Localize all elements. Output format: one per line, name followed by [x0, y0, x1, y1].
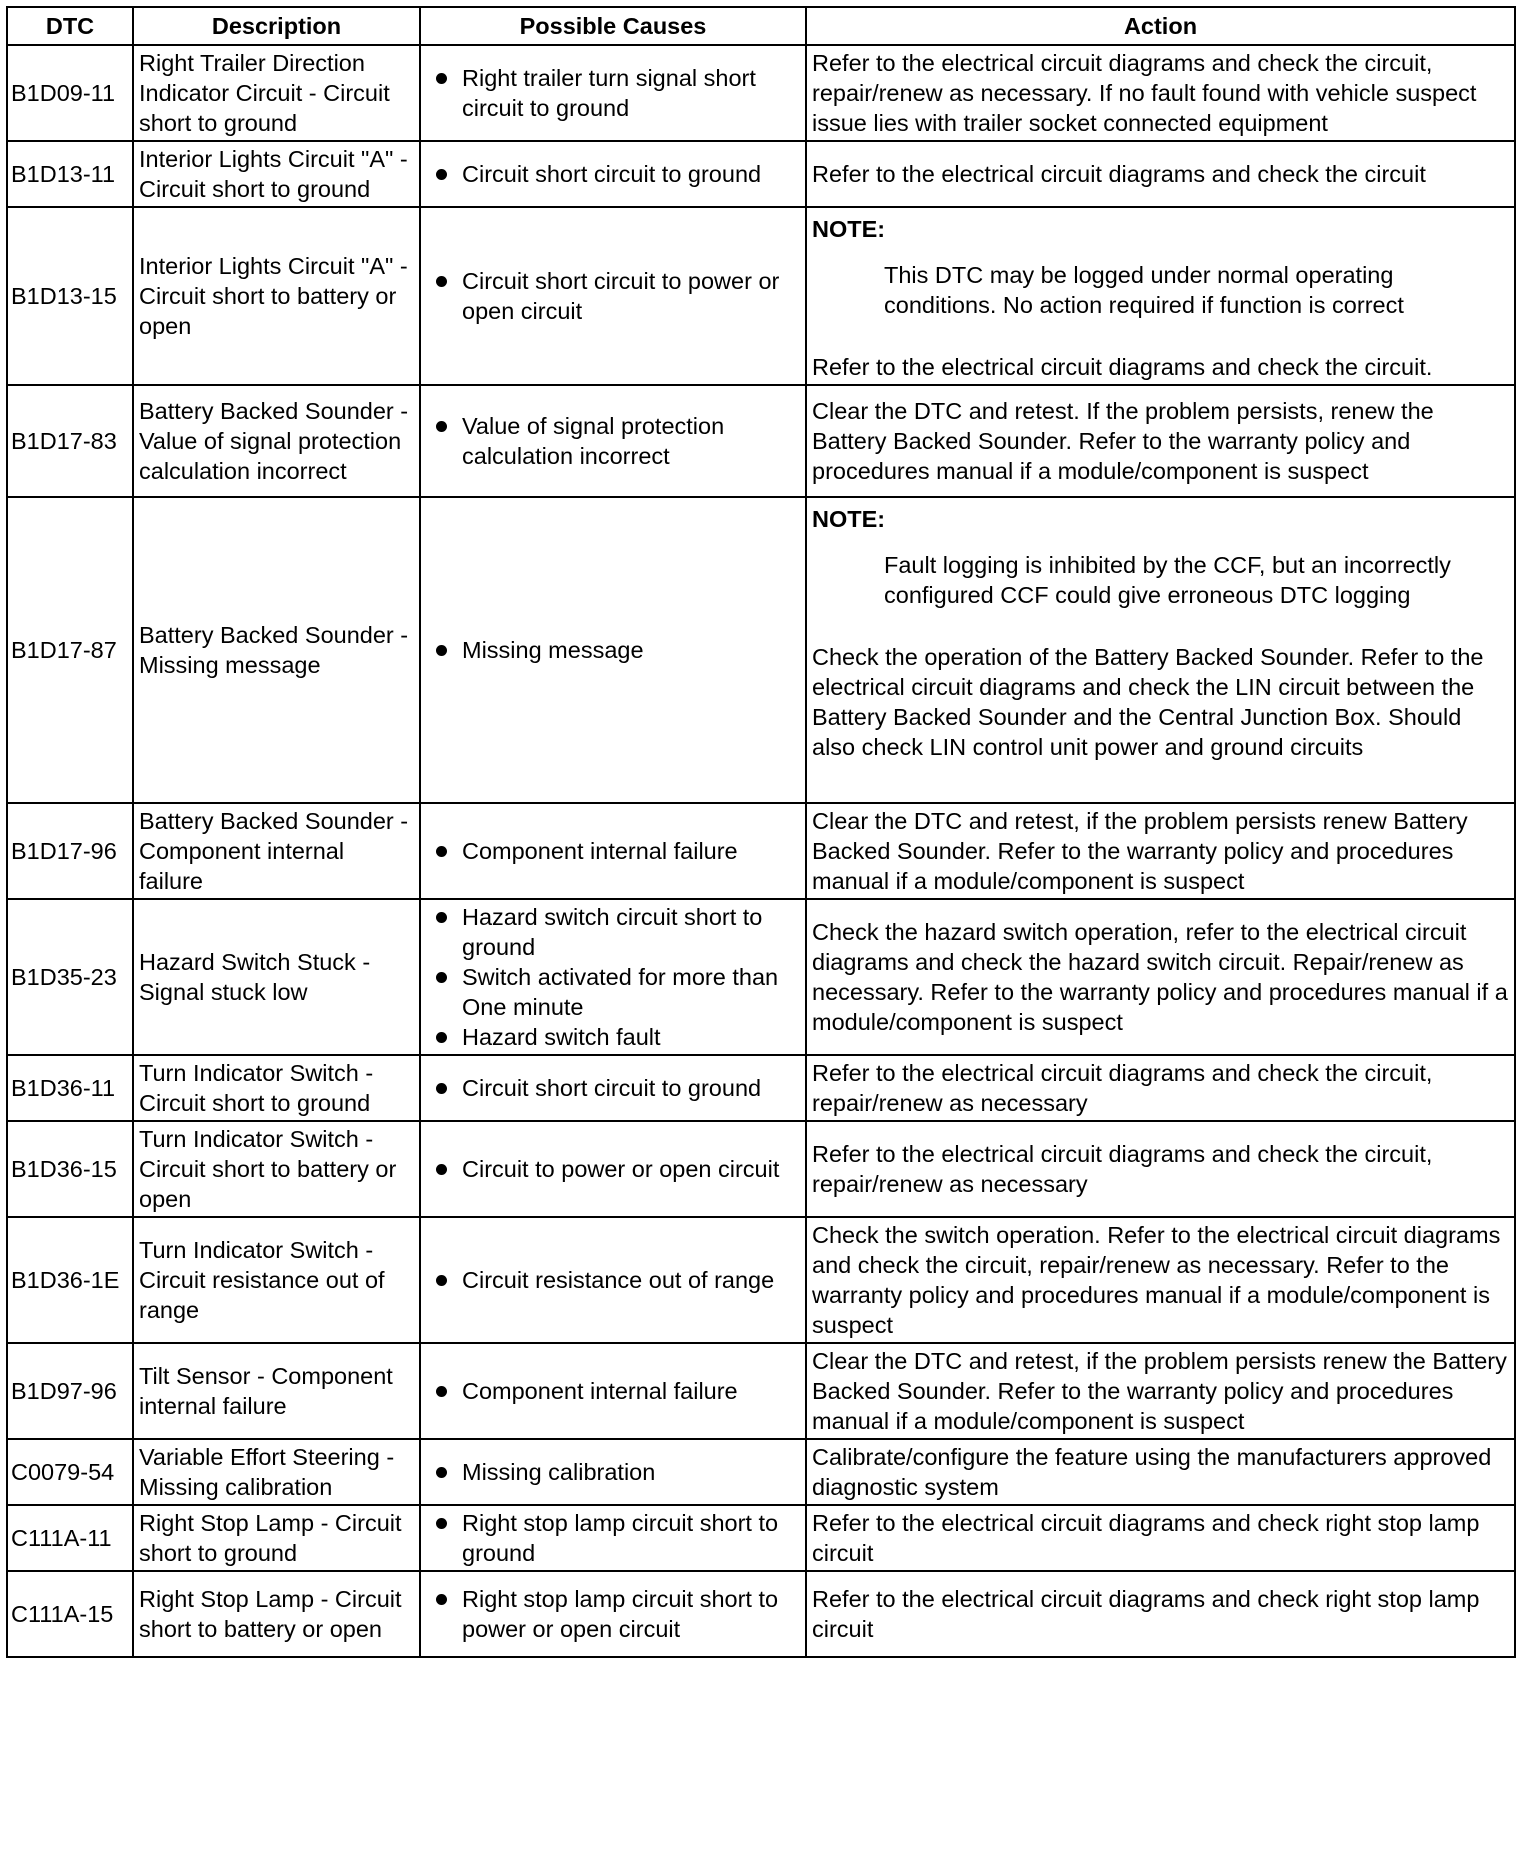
table-row — [7, 385, 1515, 497]
table-body — [7, 45, 1515, 1657]
possible-causes-cell — [420, 385, 806, 497]
dtc-description: Interior Lights Circuit "A" - Circuit short to battery or open — [133, 207, 420, 385]
dtc-description: Turn Indicator Switch - Circuit resistance out of range — [133, 1217, 420, 1343]
table-row — [7, 1055, 1515, 1121]
possible-causes-cell — [420, 1439, 806, 1505]
possible-causes-cell — [420, 45, 806, 141]
causes-list — [426, 159, 800, 189]
dtc-description: Battery Backed Sounder - Component internal failure — [133, 803, 420, 899]
cause-item: Circuit short circuit to power or open circuit — [462, 266, 800, 326]
dtc-code: B1D36-15 — [7, 1121, 133, 1217]
causes-list — [426, 902, 800, 1052]
causes-list — [426, 1584, 800, 1644]
header-description: Description — [133, 7, 420, 45]
note-label: NOTE: — [812, 506, 886, 532]
action-text: Refer to the electrical circuit diagrams and check right stop lamp circuit — [812, 1510, 1480, 1566]
dtc-code: C111A-11 — [7, 1505, 133, 1571]
dtc-table — [6, 6, 1516, 1658]
table-row — [7, 497, 1515, 803]
dtc-code: B1D09-11 — [7, 45, 133, 141]
note-text: Fault logging is inhibited by the CCF, but an incorrectly configured CCF could give erroneous DTC logging — [884, 552, 1451, 608]
action-cell — [806, 497, 1515, 803]
table-row — [7, 1505, 1515, 1571]
action-cell — [806, 207, 1515, 385]
cause-item: Switch activated for more than One minute — [462, 962, 800, 1022]
cause-item: Right stop lamp circuit short to power or open circuit — [462, 1584, 800, 1644]
table-row — [7, 803, 1515, 899]
dtc-code: B1D13-15 — [7, 207, 133, 385]
action-cell — [806, 385, 1515, 497]
dtc-description: Turn Indicator Switch - Circuit short to ground — [133, 1055, 420, 1121]
note-label: NOTE: — [812, 216, 886, 242]
dtc-code: C111A-15 — [7, 1571, 133, 1657]
cause-item: Circuit to power or open circuit — [462, 1154, 800, 1184]
causes-list — [426, 1154, 800, 1184]
possible-causes-cell — [420, 497, 806, 803]
table-row — [7, 1217, 1515, 1343]
dtc-code: B1D97-96 — [7, 1343, 133, 1439]
action-cell — [806, 899, 1515, 1055]
possible-causes-cell — [420, 1121, 806, 1217]
action-text: Check the operation of the Battery Backed Sounder. Refer to the electrical circuit diagrams and check the LIN circuit between the Battery Backed Sounder and the Central Junction Box. Should also check LIN control unit power and ground circuits — [812, 644, 1484, 760]
causes-list — [426, 63, 800, 123]
causes-list — [426, 411, 800, 471]
table-row — [7, 1121, 1515, 1217]
dtc-code: B1D17-87 — [7, 497, 133, 803]
dtc-code: B1D36-1E — [7, 1217, 133, 1343]
cause-item: Circuit resistance out of range — [462, 1265, 800, 1295]
table-row — [7, 207, 1515, 385]
action-cell — [806, 1055, 1515, 1121]
action-text: Refer to the electrical circuit diagrams and check the circuit — [812, 161, 1426, 187]
cause-item: Value of signal protection calculation incorrect — [462, 411, 800, 471]
action-cell — [806, 141, 1515, 207]
action-text: Clear the DTC and retest, if the problem persists renew Battery Backed Sounder. Refer to the warranty policy and procedures manual if a module/component is suspect — [812, 808, 1468, 894]
action-cell — [806, 1505, 1515, 1571]
action-cell — [806, 1217, 1515, 1343]
action-text: Refer to the electrical circuit diagrams and check the circuit, repair/renew as necessary — [812, 1060, 1433, 1116]
action-text: Clear the DTC and retest, if the problem persists renew the Battery Backed Sounder. Refer to the warranty policy and procedures manual if a module/component is suspect — [812, 1348, 1507, 1434]
cause-item: Component internal failure — [462, 836, 800, 866]
possible-causes-cell — [420, 207, 806, 385]
action-cell — [806, 45, 1515, 141]
possible-causes-cell — [420, 1217, 806, 1343]
dtc-description: Hazard Switch Stuck - Signal stuck low — [133, 899, 420, 1055]
causes-list — [426, 1457, 800, 1487]
cause-item: Right trailer turn signal short circuit to ground — [462, 63, 800, 123]
dtc-code: B1D36-11 — [7, 1055, 133, 1121]
action-text: Clear the DTC and retest. If the problem persists, renew the Battery Backed Sounder. Refer to the warranty policy and procedures manual if a module/component is suspect — [812, 398, 1434, 484]
dtc-code: C0079-54 — [7, 1439, 133, 1505]
possible-causes-cell — [420, 1571, 806, 1657]
causes-list — [426, 266, 800, 326]
note-text: This DTC may be logged under normal operating conditions. No action required if function is correct — [884, 262, 1404, 318]
cause-item: Component internal failure — [462, 1376, 800, 1406]
dtc-description: Right Stop Lamp - Circuit short to battery or open — [133, 1571, 420, 1657]
action-text: Refer to the electrical circuit diagrams and check the circuit, repair/renew as necessary — [812, 1141, 1433, 1197]
possible-causes-cell — [420, 1343, 806, 1439]
causes-list — [426, 1508, 800, 1568]
dtc-description: Interior Lights Circuit "A" - Circuit short to ground — [133, 141, 420, 207]
header-dtc: DTC — [7, 7, 133, 45]
cause-item: Right stop lamp circuit short to ground — [462, 1508, 800, 1568]
action-cell — [806, 1343, 1515, 1439]
dtc-description: Tilt Sensor - Component internal failure — [133, 1343, 420, 1439]
causes-list — [426, 635, 800, 665]
possible-causes-cell — [420, 141, 806, 207]
causes-list — [426, 836, 800, 866]
cause-item: Circuit short circuit to ground — [462, 1073, 800, 1103]
dtc-description: Turn Indicator Switch - Circuit short to battery or open — [133, 1121, 420, 1217]
possible-causes-cell — [420, 1055, 806, 1121]
action-text: Calibrate/configure the feature using the manufacturers approved diagnostic system — [812, 1444, 1492, 1500]
action-text: Refer to the electrical circuit diagrams and check right stop lamp circuit — [812, 1586, 1480, 1642]
action-cell — [806, 1121, 1515, 1217]
action-text: Check the switch operation. Refer to the electrical circuit diagrams and check the circuit, repair/renew as necessary. Refer to the warranty policy and procedures manual if a module/component is suspect — [812, 1222, 1501, 1338]
cause-item: Hazard switch circuit short to ground — [462, 902, 800, 962]
cause-item: Hazard switch fault — [462, 1022, 800, 1052]
action-text: Refer to the electrical circuit diagrams and check the circuit. — [812, 354, 1433, 380]
possible-causes-cell — [420, 803, 806, 899]
possible-causes-cell — [420, 899, 806, 1055]
cause-item: Missing message — [462, 635, 800, 665]
cause-item: Circuit short circuit to ground — [462, 159, 800, 189]
action-text: Check the hazard switch operation, refer to the electrical circuit diagrams and check the hazard switch circuit. Repair/renew as necessary. Refer to the warranty policy and procedures manual if a module/component is suspect — [812, 919, 1508, 1035]
dtc-description: Right Stop Lamp - Circuit short to ground — [133, 1505, 420, 1571]
table-row — [7, 1571, 1515, 1657]
action-cell — [806, 1439, 1515, 1505]
action-cell — [806, 803, 1515, 899]
dtc-code: B1D13-11 — [7, 141, 133, 207]
action-cell — [806, 1571, 1515, 1657]
dtc-description: Right Trailer Direction Indicator Circuit - Circuit short to ground — [133, 45, 420, 141]
header-possible-causes: Possible Causes — [420, 7, 806, 45]
header-row — [7, 7, 1515, 45]
table-row — [7, 141, 1515, 207]
action-text: Refer to the electrical circuit diagrams and check the circuit, repair/renew as necessary. If no fault found with vehicle suspect issue lies with trailer socket connected equipment — [812, 50, 1477, 136]
table-row — [7, 45, 1515, 141]
causes-list — [426, 1073, 800, 1103]
dtc-description: Battery Backed Sounder - Value of signal protection calculation incorrect — [133, 385, 420, 497]
dtc-code: B1D35-23 — [7, 899, 133, 1055]
cause-item: Missing calibration — [462, 1457, 800, 1487]
dtc-code: B1D17-83 — [7, 385, 133, 497]
possible-causes-cell — [420, 1505, 806, 1571]
causes-list — [426, 1376, 800, 1406]
table-row — [7, 1439, 1515, 1505]
table-header — [7, 7, 1515, 45]
dtc-description: Battery Backed Sounder - Missing message — [133, 497, 420, 803]
dtc-code: B1D17-96 — [7, 803, 133, 899]
dtc-description: Variable Effort Steering - Missing calibration — [133, 1439, 420, 1505]
header-action: Action — [806, 7, 1515, 45]
table-row — [7, 899, 1515, 1055]
table-row — [7, 1343, 1515, 1439]
causes-list — [426, 1265, 800, 1295]
